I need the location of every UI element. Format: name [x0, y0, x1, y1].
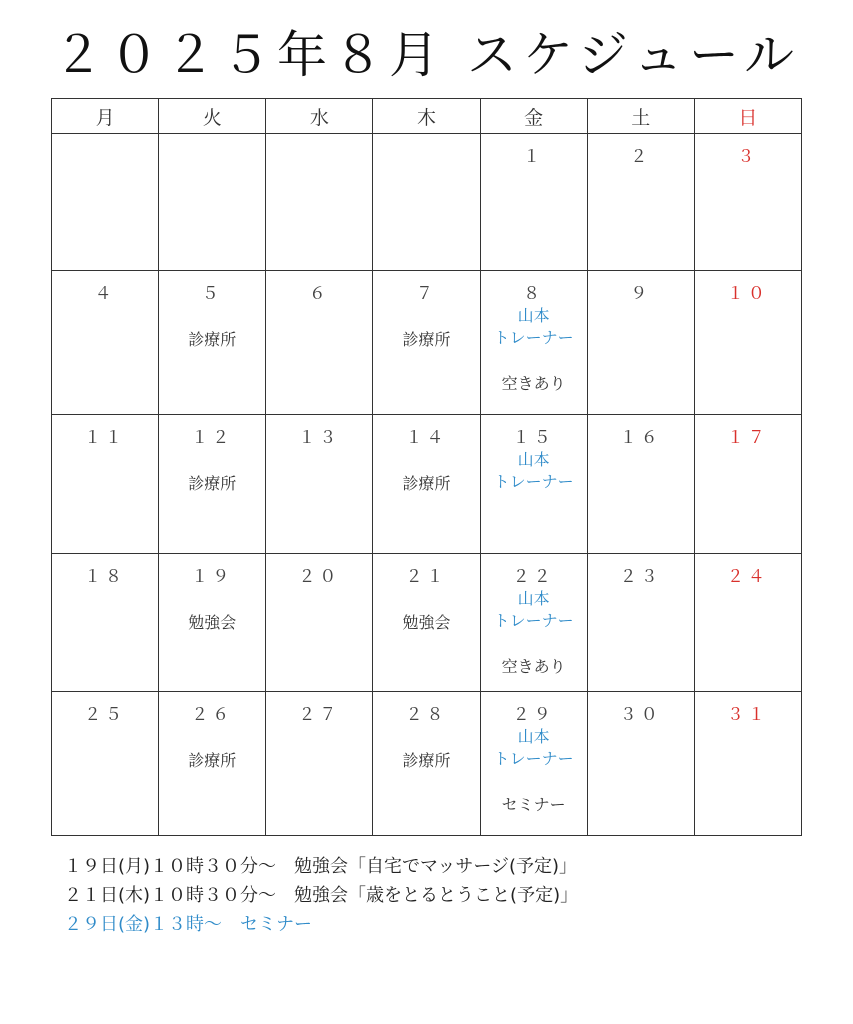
day-number: ２７	[298, 705, 341, 725]
day-number: ２８	[405, 705, 448, 725]
week-row	[52, 134, 802, 271]
day-number: ２３	[619, 567, 662, 587]
trainer-label: 山本	[517, 306, 550, 325]
day-cell	[52, 271, 159, 415]
trainer-label: トレーナー	[493, 328, 574, 347]
day-cell	[373, 134, 480, 271]
day-cell	[159, 415, 266, 554]
event-label: セミナー	[501, 795, 566, 814]
day-cell	[266, 134, 373, 271]
day-number: ２	[630, 147, 652, 167]
day-cell	[159, 692, 266, 836]
trainer-label: トレーナー	[493, 472, 574, 491]
weekday-mon: 月	[52, 99, 159, 134]
day-cell	[159, 134, 266, 271]
day-cell	[52, 554, 159, 692]
day-number: １８	[84, 567, 127, 587]
event-note: １９日(月)１０時３０分～ 勉強会「自宅でマッサージ(予定)」	[64, 856, 578, 877]
day-cell	[587, 134, 694, 271]
day-number: ２２	[512, 567, 555, 587]
day-number: １４	[405, 428, 448, 448]
day-number: ２５	[84, 705, 127, 725]
day-number: ２４	[726, 567, 769, 587]
day-number: ４	[94, 284, 116, 304]
week-row	[52, 554, 802, 692]
day-number: １３	[298, 428, 341, 448]
day-cell	[373, 554, 480, 692]
day-cell	[52, 415, 159, 554]
weekday-sat: 土	[587, 99, 694, 134]
weekday-thu: 木	[373, 99, 480, 134]
event-label: 勉強会	[402, 613, 451, 632]
day-number: ２９	[512, 705, 555, 725]
day-cell	[694, 554, 801, 692]
day-cell	[373, 271, 480, 415]
day-number: １０	[726, 284, 769, 304]
event-label: 勉強会	[188, 613, 237, 632]
day-number: ７	[415, 284, 437, 304]
event-note: ２１日(木)１０時３０分～ 勉強会「歳をとるとうこと(予定)」	[64, 885, 579, 906]
event-label: 診療所	[402, 751, 451, 770]
day-cell	[52, 692, 159, 836]
trainer-label: トレーナー	[493, 611, 574, 630]
day-number: ３１	[726, 705, 769, 725]
day-cell	[694, 415, 801, 554]
calendar-table	[51, 98, 802, 836]
weekday-tue: 火	[159, 99, 266, 134]
trainer-label: トレーナー	[493, 749, 574, 768]
event-note-seminar: ２９日(金)１３時～ セミナー	[64, 914, 313, 935]
day-cell	[373, 415, 480, 554]
day-cell	[480, 692, 587, 836]
day-number: ９	[630, 284, 652, 304]
day-cell	[480, 271, 587, 415]
day-cell	[694, 271, 801, 415]
event-label: 診療所	[188, 330, 237, 349]
weekday-fri: 金	[480, 99, 587, 134]
day-number: ８	[523, 284, 545, 304]
day-cell	[480, 554, 587, 692]
trainer-label: 山本	[517, 727, 550, 746]
day-number: １	[523, 147, 545, 167]
day-number: ２１	[405, 567, 448, 587]
day-number: １２	[191, 428, 234, 448]
event-notes	[64, 852, 578, 939]
weekday-header-row	[52, 99, 802, 134]
day-cell	[266, 415, 373, 554]
weekday-wed: 水	[266, 99, 373, 134]
day-cell	[266, 692, 373, 836]
day-cell	[587, 692, 694, 836]
day-cell	[159, 271, 266, 415]
day-cell	[587, 554, 694, 692]
event-label: 空きあり	[501, 657, 566, 676]
day-cell	[480, 415, 587, 554]
day-number: １１	[84, 428, 127, 448]
day-number: １９	[191, 567, 234, 587]
trainer-label: 山本	[517, 589, 550, 608]
day-number: ２６	[191, 705, 234, 725]
day-cell	[694, 134, 801, 271]
day-cell	[694, 692, 801, 836]
day-number: １７	[726, 428, 769, 448]
day-cell	[266, 554, 373, 692]
day-number: ５	[201, 284, 223, 304]
day-cell	[52, 134, 159, 271]
event-label: 空きあり	[501, 374, 566, 393]
day-cell	[266, 271, 373, 415]
event-label: 診療所	[402, 330, 451, 349]
day-cell	[587, 271, 694, 415]
day-number: ６	[308, 284, 330, 304]
day-cell	[480, 134, 587, 271]
day-cell	[587, 415, 694, 554]
day-number: ３	[737, 147, 759, 167]
day-cell	[159, 554, 266, 692]
day-number: １６	[619, 428, 662, 448]
event-label: 診療所	[188, 751, 237, 770]
trainer-label: 山本	[517, 450, 550, 469]
day-cell	[373, 692, 480, 836]
day-number: １５	[512, 428, 555, 448]
page-title: ２０２５年８月 スケジュール	[53, 26, 800, 84]
week-row	[52, 271, 802, 415]
week-row	[52, 415, 802, 554]
weekday-sun: 日	[694, 99, 801, 134]
day-number: ３０	[619, 705, 662, 725]
event-label: 診療所	[188, 474, 237, 493]
day-number: ２０	[298, 567, 341, 587]
week-row	[52, 692, 802, 836]
event-label: 診療所	[402, 474, 451, 493]
